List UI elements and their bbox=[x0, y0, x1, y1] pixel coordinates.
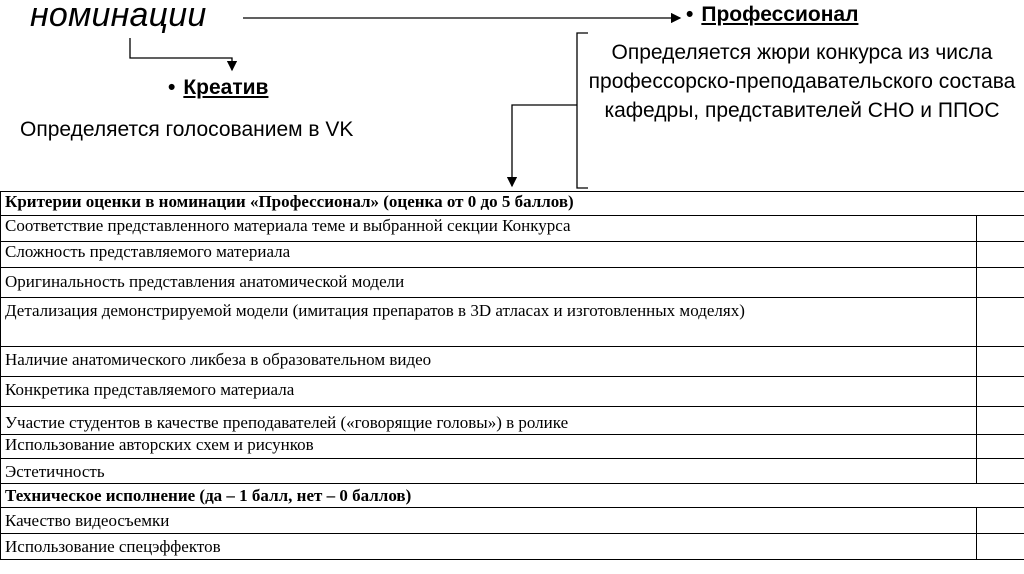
table-row bbox=[1, 298, 1024, 347]
table-row bbox=[1, 377, 1024, 407]
bullet-icon: • bbox=[686, 3, 694, 26]
criterion-cell: Эстетичность bbox=[1, 459, 977, 484]
criterion-cell: Детализация демонстрируемой модели (имитация препаратов в 3D атласах и изготовленных моделях) bbox=[1, 298, 977, 347]
section-header-row bbox=[1, 192, 1024, 216]
score-cell bbox=[977, 534, 1024, 560]
score-cell bbox=[977, 216, 1024, 242]
nomination-kreativ bbox=[168, 76, 268, 100]
table-row bbox=[1, 459, 1024, 484]
table-row bbox=[1, 435, 1024, 459]
table-row bbox=[1, 534, 1024, 560]
table-row bbox=[1, 508, 1024, 534]
score-cell bbox=[977, 298, 1024, 347]
score-cell bbox=[977, 377, 1024, 407]
score-cell bbox=[977, 347, 1024, 377]
criterion-cell: Участие студентов в качестве преподавателей («говорящие головы») в ролике bbox=[1, 407, 977, 435]
table-row bbox=[1, 347, 1024, 377]
table-row bbox=[1, 407, 1024, 435]
criterion-cell: Качество видеосъемки bbox=[1, 508, 977, 534]
criterion-cell: Наличие анатомического ликбеза в образовательном видео bbox=[1, 347, 977, 377]
criterion-cell: Соответствие представленного материала теме и выбранной секции Конкурса bbox=[1, 216, 977, 242]
criterion-cell: Сложность представляемого материала bbox=[1, 242, 977, 268]
nomination-professional-description: Определяется жюри конкурса из числа профессорско-преподавательского состава кафедры, представителей СНО и ППОС bbox=[588, 41, 1016, 122]
nominations-heading: номинации bbox=[30, 0, 207, 34]
score-cell bbox=[977, 268, 1024, 298]
table-row bbox=[1, 216, 1024, 242]
section-header-row bbox=[1, 484, 1024, 508]
nomination-kreativ-description: Определяется голосованием в VK bbox=[20, 118, 354, 141]
criterion-cell: Использование спецэффектов bbox=[1, 534, 977, 560]
table-row bbox=[1, 242, 1024, 268]
arrow-to-table bbox=[512, 105, 577, 186]
nomination-title: Креатив bbox=[183, 76, 269, 99]
arrow-to-kreativ bbox=[130, 38, 232, 70]
score-cell bbox=[977, 435, 1024, 459]
criterion-cell: Конкретика представляемого материала bbox=[1, 377, 977, 407]
criteria-table bbox=[0, 191, 1024, 560]
nomination-title: Профессионал bbox=[701, 3, 859, 26]
criterion-cell: Использование авторских схем и рисунков bbox=[1, 435, 977, 459]
section-header: Критерии оценки в номинации «Профессионал» (оценка от 0 до 5 баллов) bbox=[1, 192, 1024, 216]
nomination-professional bbox=[686, 3, 858, 27]
bullet-icon: • bbox=[168, 76, 176, 99]
criterion-cell: Оригинальность представления анатомической модели bbox=[1, 268, 977, 298]
table-row bbox=[1, 268, 1024, 298]
score-cell bbox=[977, 459, 1024, 484]
section-header: Техническое исполнение (да – 1 балл, нет – 0 баллов) bbox=[1, 484, 1024, 508]
score-cell bbox=[977, 242, 1024, 268]
score-cell bbox=[977, 407, 1024, 435]
score-cell bbox=[977, 508, 1024, 534]
